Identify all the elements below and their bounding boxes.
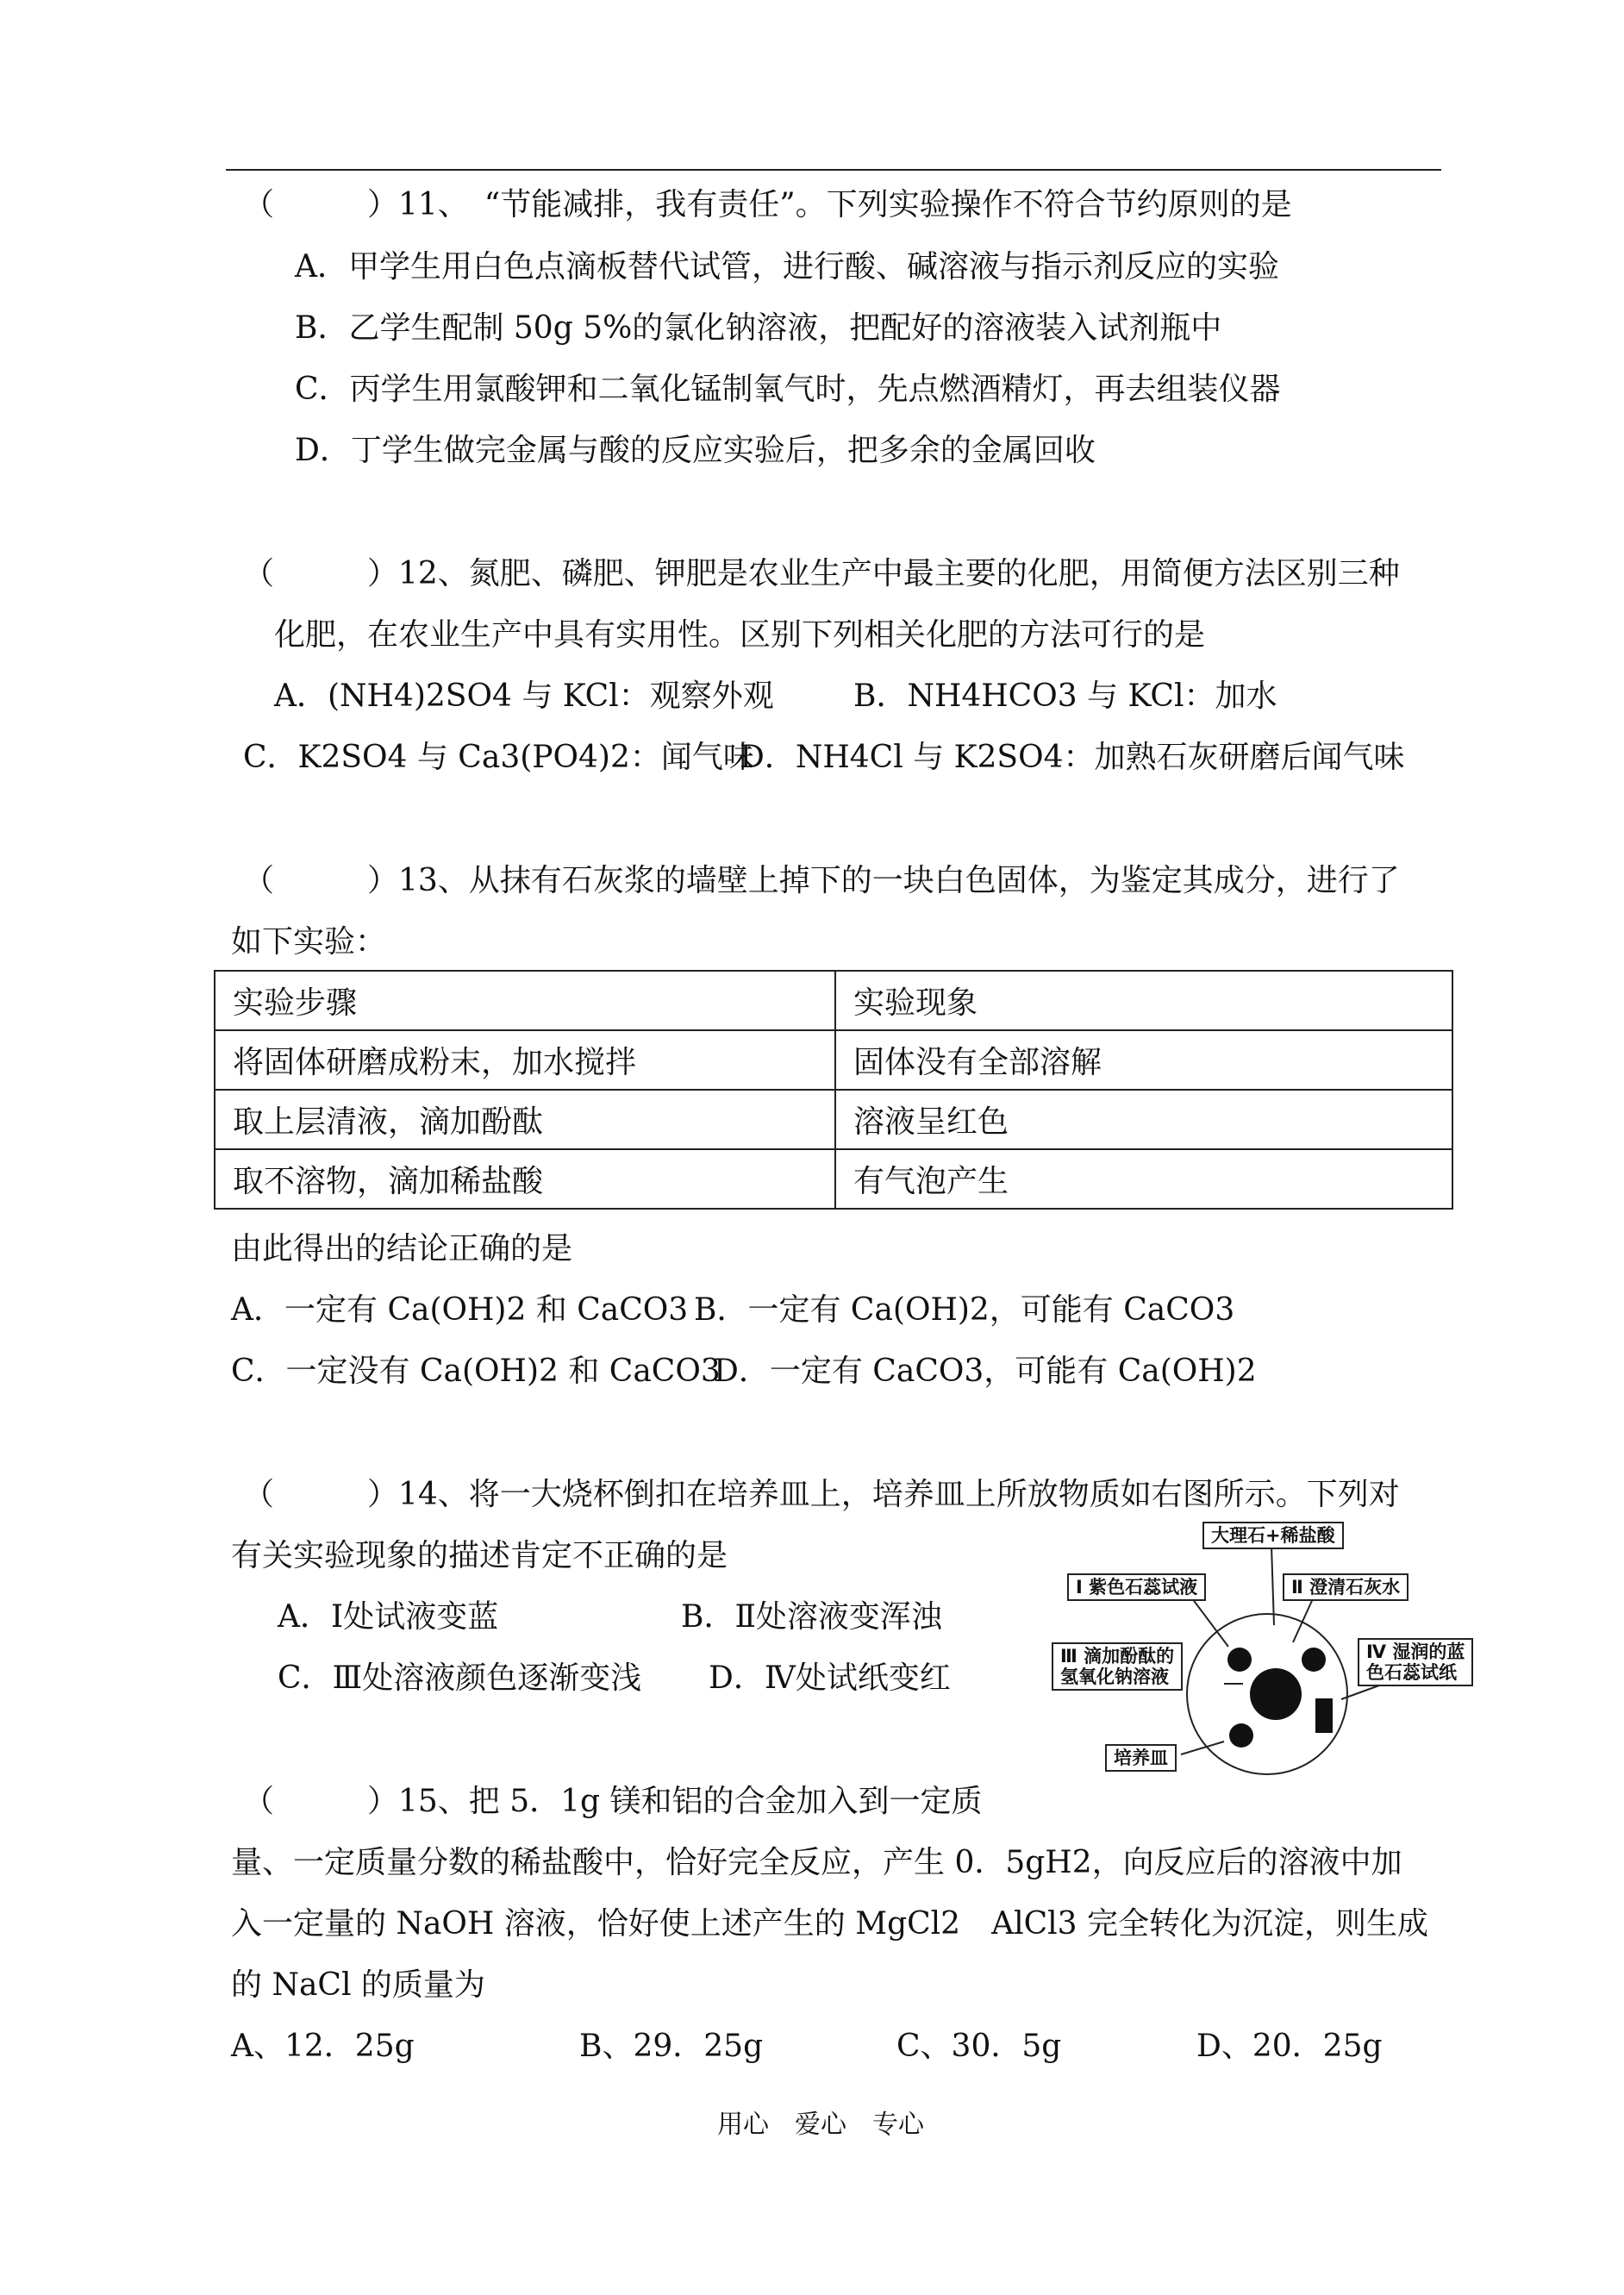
- q13-option-b: B．一定有 Ca(OH)2，可能有 CaCO3: [694, 1292, 1235, 1328]
- table-cell: 取不溶物，滴加稀盐酸: [215, 1149, 835, 1209]
- q13-conclusion: 由此得出的结论正确的是: [231, 1231, 573, 1266]
- q12-stem-line2: 化肥，在农业生产中具有实用性。区别下列相关化肥的方法可行的是: [274, 617, 1206, 653]
- figure-label-1: Ⅰ 紫色石蕊试液: [1067, 1573, 1206, 1601]
- q12-option-b: B．NH4HCO3 与 KCl：加水: [853, 678, 1277, 714]
- q14-option-b: B．Ⅱ处溶液变浑浊: [681, 1599, 942, 1635]
- table-header-cell: 实验步骤: [215, 971, 835, 1030]
- table-cell: 溶液呈红色: [835, 1090, 1452, 1149]
- center-marble-spot: [1250, 1668, 1302, 1720]
- q12-option-c: C．K2SO4 与 Ca3(PO4)2：闻气味: [243, 740, 754, 775]
- q14-option-c: C．Ⅲ处溶液颜色逐渐变浅: [278, 1660, 642, 1696]
- figure-label-3-line1: Ⅲ 滴加酚酞的: [1060, 1646, 1175, 1667]
- q15-option-a: A、12．25g: [231, 2029, 415, 2064]
- figure-label-4-line2: 色石蕊试纸: [1366, 1662, 1457, 1684]
- q12-option-d: D．NH4Cl 与 K2SO4：加熟石灰研磨后闻气味: [740, 740, 1405, 775]
- table-header-cell: 实验现象: [835, 971, 1452, 1030]
- table-cell: 固体没有全部溶解: [835, 1030, 1452, 1090]
- table-cell: 取上层清液，滴加酚酞: [215, 1090, 835, 1149]
- q14-option-d: D．Ⅳ处试纸变红: [709, 1660, 951, 1696]
- q15-stem-line3: 入一定量的 NaOH 溶液，恰好使上述产生的 MgCl2 AlCl3 完全转化为沉淀，则生成: [231, 1906, 1428, 1942]
- q15-stem-line4: 的 NaCl 的质量为: [231, 1967, 485, 2003]
- page-footer: 用心 爱心 专心: [717, 2110, 924, 2140]
- test-paper-strip: [1315, 1698, 1333, 1733]
- petri-dish-figure: [1052, 1522, 1491, 1780]
- q14-option-a: A．Ⅰ处试液变蓝: [278, 1599, 499, 1635]
- table-row: [215, 1149, 1452, 1209]
- table-header-row: [215, 971, 1452, 1030]
- spot-2: [1302, 1648, 1326, 1672]
- figure-label-2: Ⅱ 澄清石灰水: [1283, 1573, 1409, 1601]
- table-row: [215, 1030, 1452, 1090]
- q15-option-c: C、30．5g: [896, 2029, 1062, 2064]
- q13-option-a: A．一定有 Ca(OH)2 和 CaCO3: [231, 1292, 689, 1328]
- figure-label-4: [1358, 1638, 1473, 1686]
- q15-stem-line1: （ ）15、把 5．1g 镁和铝的合金加入到一定质: [243, 1784, 983, 1819]
- q11-option-c: C．丙学生用氯酸钾和二氧化锰制氧气时，先点燃酒精灯，再去组装仪器: [295, 372, 1281, 407]
- table-cell: 将固体研磨成粉末，加水搅拌: [215, 1030, 835, 1090]
- q13-option-d: D．一定有 CaCO3，可能有 Ca(OH)2: [714, 1354, 1257, 1389]
- q15-option-d: D、20．25g: [1196, 2029, 1383, 2064]
- q11-stem: （ ）11、 “节能减排，我有责任”。下列实验操作不符合节约原则的是: [243, 187, 1292, 222]
- q14-stem-line2: 有关实验现象的描述肯定不正确的是: [231, 1538, 728, 1573]
- figure-label-3-line2: 氢氧化钠溶液: [1060, 1667, 1169, 1688]
- experiment-table: [214, 970, 1453, 1210]
- q15-stem-line2: 量、一定质量分数的稀盐酸中，恰好完全反应，产生 0．5gH2，向反应后的溶液中加: [231, 1845, 1402, 1880]
- spot-3: [1229, 1723, 1253, 1748]
- figure-label-top: 大理石+稀盐酸: [1202, 1522, 1344, 1549]
- q11-option-b: B．乙学生配制 50g 5%的氯化钠溶液，把配好的溶液装入试剂瓶中: [295, 310, 1222, 346]
- q11-option-d: D．丁学生做完金属与酸的反应实验后，把多余的金属回收: [295, 433, 1096, 468]
- figure-label-3: [1052, 1642, 1183, 1691]
- q12-stem-line1: （ ）12、氮肥、磷肥、钾肥是农业生产中最主要的化肥，用简便方法区别三种: [243, 556, 1400, 591]
- q13-option-c: C．一定没有 Ca(OH)2 和 CaCO3: [231, 1354, 721, 1389]
- q12-option-a: A．(NH4)2SO4 与 KCl：观察外观: [274, 678, 774, 714]
- q13-stem-line1: （ ）13、从抹有石灰浆的墙壁上掉下的一块白色固体，为鉴定其成分，进行了: [243, 863, 1400, 898]
- q15-option-b: B、29．25g: [579, 2029, 764, 2064]
- header-rule: [226, 169, 1441, 171]
- q13-stem-line2: 如下实验：: [231, 924, 387, 960]
- figure-label-dish: 培养皿: [1105, 1744, 1177, 1772]
- table-cell: 有气泡产生: [835, 1149, 1452, 1209]
- q11-option-a: A．甲学生用白色点滴板替代试管，进行酸、碱溶液与指示剂反应的实验: [295, 249, 1279, 285]
- spot-1: [1227, 1648, 1252, 1672]
- figure-label-4-line1: Ⅳ 湿润的蓝: [1366, 1642, 1465, 1662]
- table-row: [215, 1090, 1452, 1149]
- q14-stem-line1: （ ）14、将一大烧杯倒扣在培养皿上，培养皿上所放物质如右图所示。下列对: [243, 1477, 1400, 1512]
